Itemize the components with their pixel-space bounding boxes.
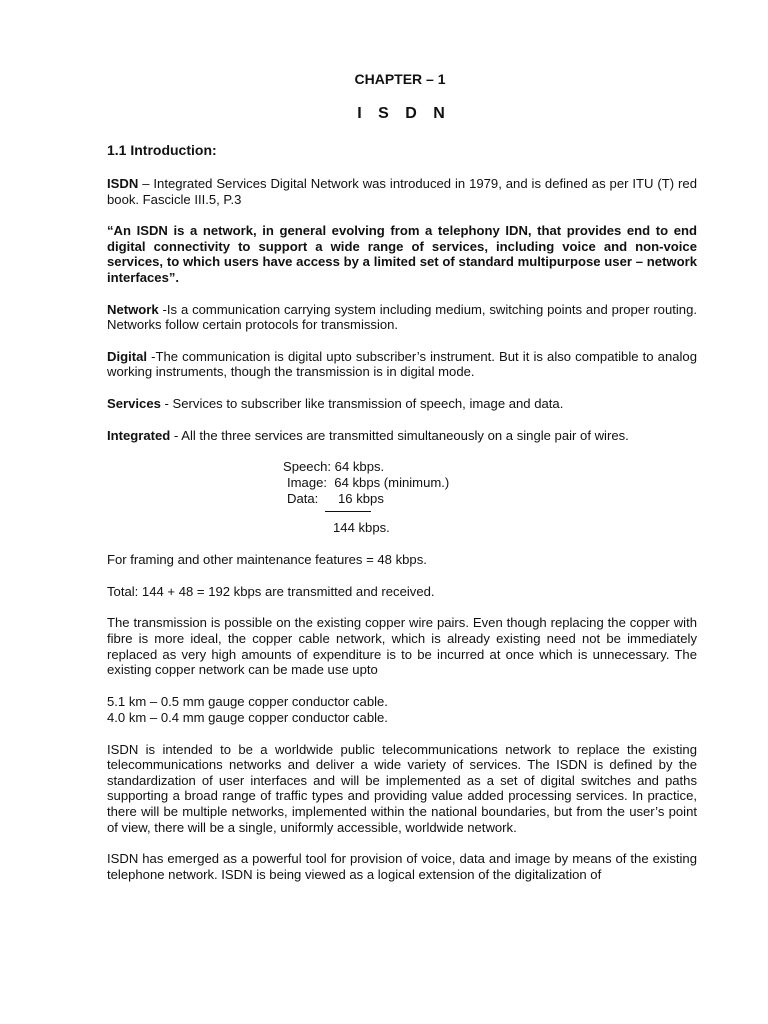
rate-data-label: Data: <box>287 491 319 507</box>
paragraph-network <box>107 302 697 333</box>
term-isdn: ISDN <box>107 176 139 191</box>
paragraph-digital <box>107 349 697 380</box>
paragraph-emerged: ISDN has emerged as a powerful tool for provision of voice, data and image by means of the existing telephone network. ISDN is being viewed as a logical extension of the digitalization of <box>107 851 697 882</box>
cable-item: 5.1 km – 0.5 mm gauge copper conductor cable. <box>107 693 388 709</box>
paragraph-worldwide: ISDN is intended to be a worldwide public telecommunications network to replace the existing telecommunications networks and deliver a wide variety of services. The ISDN is defined by the standardization of user interfaces and will be implemented as a set of digital switches and paths supporting a broad range of traffic types and providing value added processing services. In practice, there will be multiple networks, implemented within the national boundaries, but from the user’s point of view, there will be a single, uniformly accessible, worldwide network. <box>107 741 697 835</box>
chapter-label: CHAPTER – 1 <box>354 71 446 87</box>
term-services: Services <box>107 395 161 411</box>
rate-speech: Speech: 64 kbps. <box>283 459 385 475</box>
sum-divider <box>325 511 371 512</box>
term-network: Network <box>107 301 159 317</box>
chapter-title: I S D N <box>357 105 451 122</box>
paragraph-framing: For framing and other maintenance features = 48 kbps. <box>107 552 427 568</box>
paragraph-total: Total: 144 + 48 = 192 kbps are transmitted and received. <box>107 583 435 599</box>
rate-data-row <box>107 491 697 507</box>
section-heading: 1.1 Introduction: <box>107 142 217 158</box>
term-integrated: Integrated <box>107 427 171 443</box>
integrated-definition-text: - All the three services are transmitted simultaneously on a single pair of wires. <box>170 427 629 443</box>
paragraph-copper: The transmission is possible on the existing copper wire pairs. Even though replacing the copper with fibre is more ideal, the copper cable network, which is already existing need not be immediately replaced as very high amounts of expenditure is to be incurred at once which is unnecessary. The existing copper network can be made use upto <box>107 615 697 678</box>
rate-image: Image: 64 kbps (minimum.) <box>287 475 450 491</box>
bitrate-breakdown <box>107 459 697 536</box>
rate-image-row <box>107 475 697 491</box>
rate-sum: 144 kbps. <box>333 520 390 536</box>
isdn-definition-text: – Integrated Services Digital Network was introduced in 1979, and is defined as per ITU (T) red book. Fascicle III.5, P.3 <box>107 176 697 207</box>
document-body <box>107 142 697 898</box>
cable-list <box>107 694 697 726</box>
term-digital: Digital <box>107 348 148 364</box>
paragraph-integrated <box>107 428 697 444</box>
paragraph-quote: “An ISDN is a network, in general evolving from a telephony IDN, that provides end to end digital connectivity to support a wide range of services, including voice and non-voice services, to which users have access by a limited set of standard multipurpose user – network interfaces”. <box>107 223 697 285</box>
cable-item: 4.0 km – 0.4 mm gauge copper conductor cable. <box>107 709 388 725</box>
rate-data-value: 16 kbps <box>338 491 384 507</box>
digital-definition-text: -The communication is digital upto subscriber’s instrument. But it is also compatible to analog working instruments, though the transmission is in digital mode. <box>107 348 697 380</box>
services-definition-text: - Services to subscriber like transmission of speech, image and data. <box>160 395 564 411</box>
paragraph-isdn-definition <box>107 176 697 207</box>
rate-speech-row <box>107 459 697 475</box>
paragraph-services <box>107 396 697 412</box>
network-definition-text: -Is a communication carrying system including medium, switching points and proper routing. Networks follow certain protocols for transmission. <box>107 301 697 333</box>
